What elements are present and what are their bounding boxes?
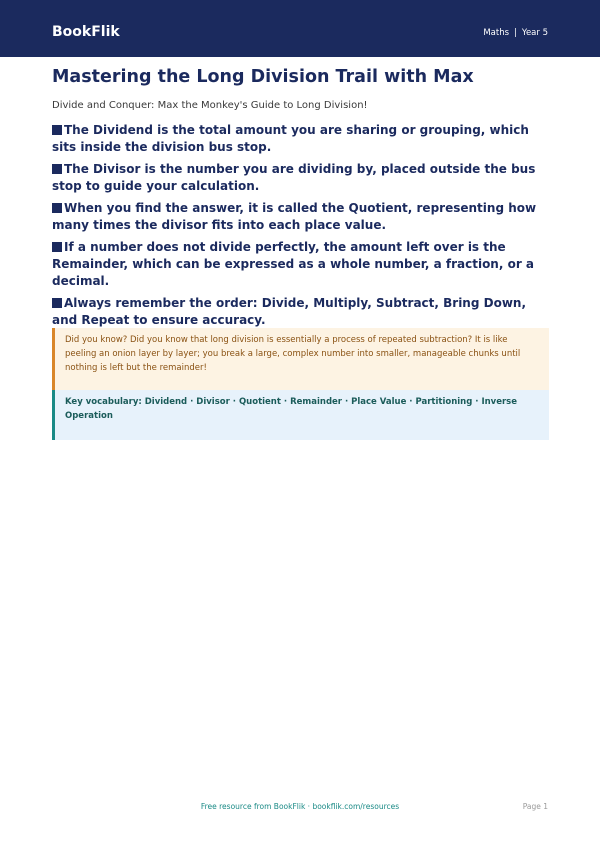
page-number: Page 1 [522,802,548,811]
key-point-text: When you find the answer, it is called the Quotient, representing how many times the divisor fits into each place value. [52,201,537,232]
key-point-item [52,200,552,234]
key-point-item [52,122,552,156]
key-vocabulary-box: Key vocabulary: Dividend · Divisor · Quotient · Remainder · Place Value · Partitioning · Inverse Operation [52,390,549,440]
key-point-text: The Divisor is the number you are dividing by, placed outside the bus stop to guide your calculation. [52,162,536,193]
page-title: Mastering the Long Division Trail with Max [52,67,474,87]
square-bullet-icon [52,203,62,213]
square-bullet-icon [52,298,62,308]
year-label: Year 5 [521,28,548,38]
key-point-item [52,161,552,195]
key-points-list [52,122,552,334]
subject-label: Maths [483,28,510,38]
subject-year-label [483,27,548,39]
header-bar [0,0,600,57]
key-point-item [52,239,552,290]
key-point-text: Always remember the order: Divide, Multiply, Subtract, Bring Down, and Repeat to ensure accuracy. [52,296,527,327]
brand-logo-text[interactable]: BookFlik [52,24,120,40]
square-bullet-icon [52,125,62,135]
info-callout [52,328,549,440]
square-bullet-icon [52,242,62,252]
square-bullet-icon [52,164,62,174]
key-point-item [52,295,552,329]
did-you-know-box: Did you know? Did you know that long division is essentially a process of repeated subtraction? It is like peeling an onion layer by layer; you break a large, complex number into smaller, manageable chunks until nothing is left but the remainder! [52,328,549,390]
key-point-text: If a number does not divide perfectly, the amount left over is the Remainder, which can be expressed as a whole number, a fraction, or a decimal. [52,240,535,288]
key-point-text: The Dividend is the total amount you are sharing or grouping, which sits inside the division bus stop. [52,123,529,154]
page-subtitle: Divide and Conquer: Max the Monkey's Guide to Long Division! [52,100,368,111]
footer-resource-link[interactable]: Free resource from BookFlik · bookflik.com/resources [200,802,400,811]
meta-separator: | [514,28,517,38]
